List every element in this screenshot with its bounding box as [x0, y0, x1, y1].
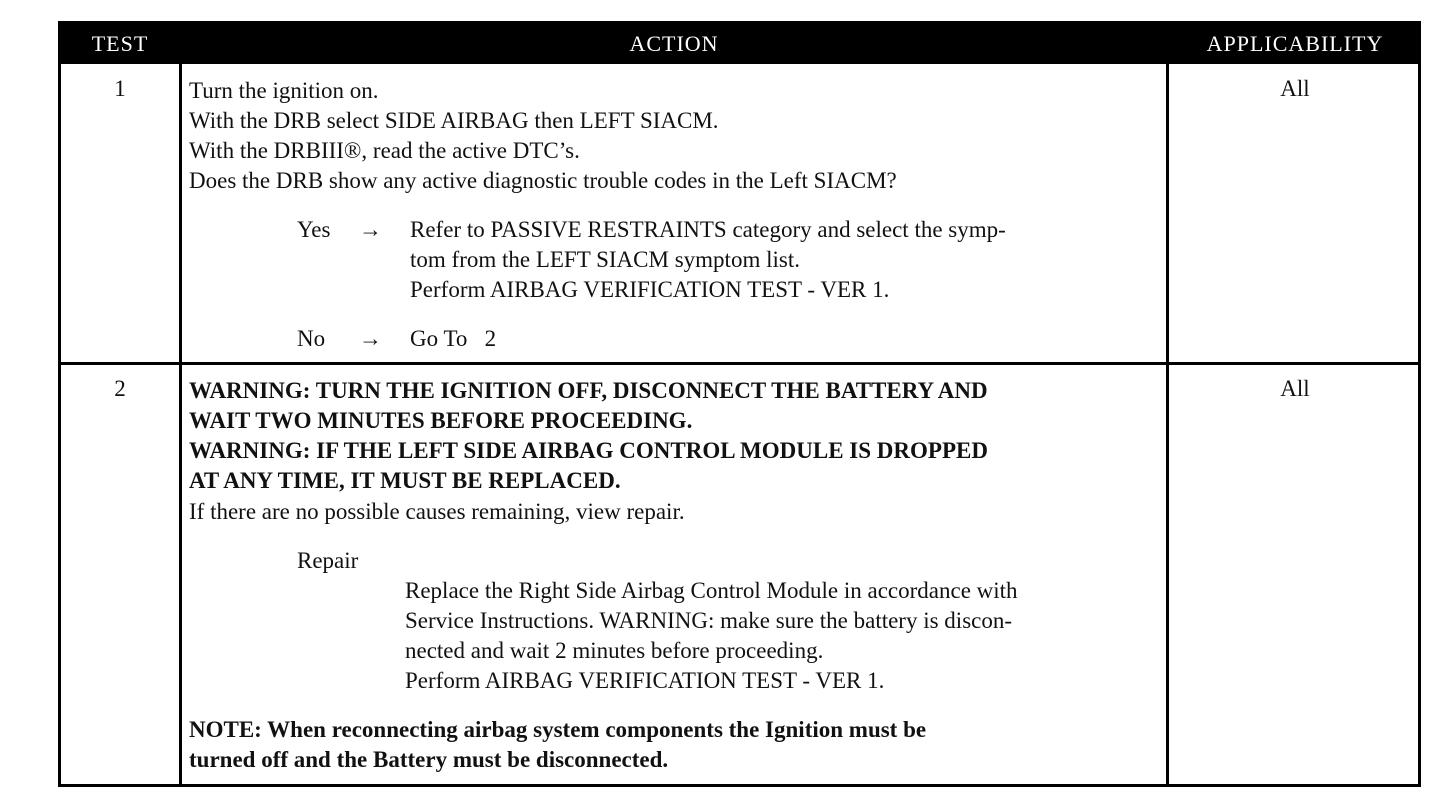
- applicability-value: All: [1280, 376, 1310, 401]
- yes-outcome-line: tom from the LEFT SIACM symptom list.: [410, 247, 800, 272]
- warning-line: WARNING: IF THE LEFT SIDE AIRBAG CONTROL MODULE IS DROPPED: [189, 438, 988, 463]
- info-line: If there are no possible causes remaining, view repair.: [189, 499, 685, 524]
- diagnostic-test-table: [58, 21, 1421, 787]
- action-line: Turn the ignition on.: [189, 78, 379, 103]
- warning-line: AT ANY TIME, IT MUST BE REPLACED.: [189, 468, 621, 493]
- arrow-icon: →: [359, 217, 382, 242]
- header-action: ACTION: [179, 24, 1169, 64]
- warning-line: WAIT TWO MINUTES BEFORE PROCEEDING.: [189, 408, 693, 433]
- no-outcome: Go To 2: [410, 326, 497, 351]
- repair-label: Repair: [297, 548, 359, 573]
- yes-label: Yes: [297, 217, 331, 242]
- yes-outcome-line: Perform AIRBAG VERIFICATION TEST - VER 1.: [410, 277, 890, 302]
- column-divider-1: [179, 24, 182, 784]
- test-number: 1: [114, 76, 126, 101]
- note-line: turned off and the Battery must be disconnected.: [189, 747, 669, 772]
- repair-line: Replace the Right Side Airbag Control Module in accordance with: [405, 578, 1018, 603]
- no-label: No: [297, 326, 326, 351]
- note-line: NOTE: When reconnecting airbag system components the Ignition must be: [189, 717, 927, 742]
- action-line: With the DRB select SIDE AIRBAG then LEFT SIACM.: [189, 108, 719, 133]
- yes-outcome-line: Refer to PASSIVE RESTRAINTS category and select the symp-: [410, 217, 1006, 242]
- test-number: 2: [114, 376, 126, 401]
- column-divider-2: [1166, 24, 1169, 784]
- repair-line: Service Instructions. WARNING: make sure the battery is discon-: [405, 608, 1013, 633]
- repair-line: Perform AIRBAG VERIFICATION TEST - VER 1.: [405, 668, 885, 693]
- header-applicability: APPLICABILITY: [1169, 24, 1421, 64]
- header-test: TEST: [61, 24, 179, 64]
- row-divider: [61, 362, 1418, 365]
- action-line: Does the DRB show any active diagnostic trouble codes in the Left SIACM?: [189, 168, 897, 193]
- arrow-icon: →: [359, 326, 382, 351]
- warning-line: WARNING: TURN THE IGNITION OFF, DISCONNECT THE BATTERY AND: [189, 378, 988, 403]
- applicability-value: All: [1280, 76, 1310, 101]
- action-line: With the DRBIII®, read the active DTC’s.: [189, 138, 580, 163]
- repair-line: nected and wait 2 minutes before proceeding.: [405, 638, 824, 663]
